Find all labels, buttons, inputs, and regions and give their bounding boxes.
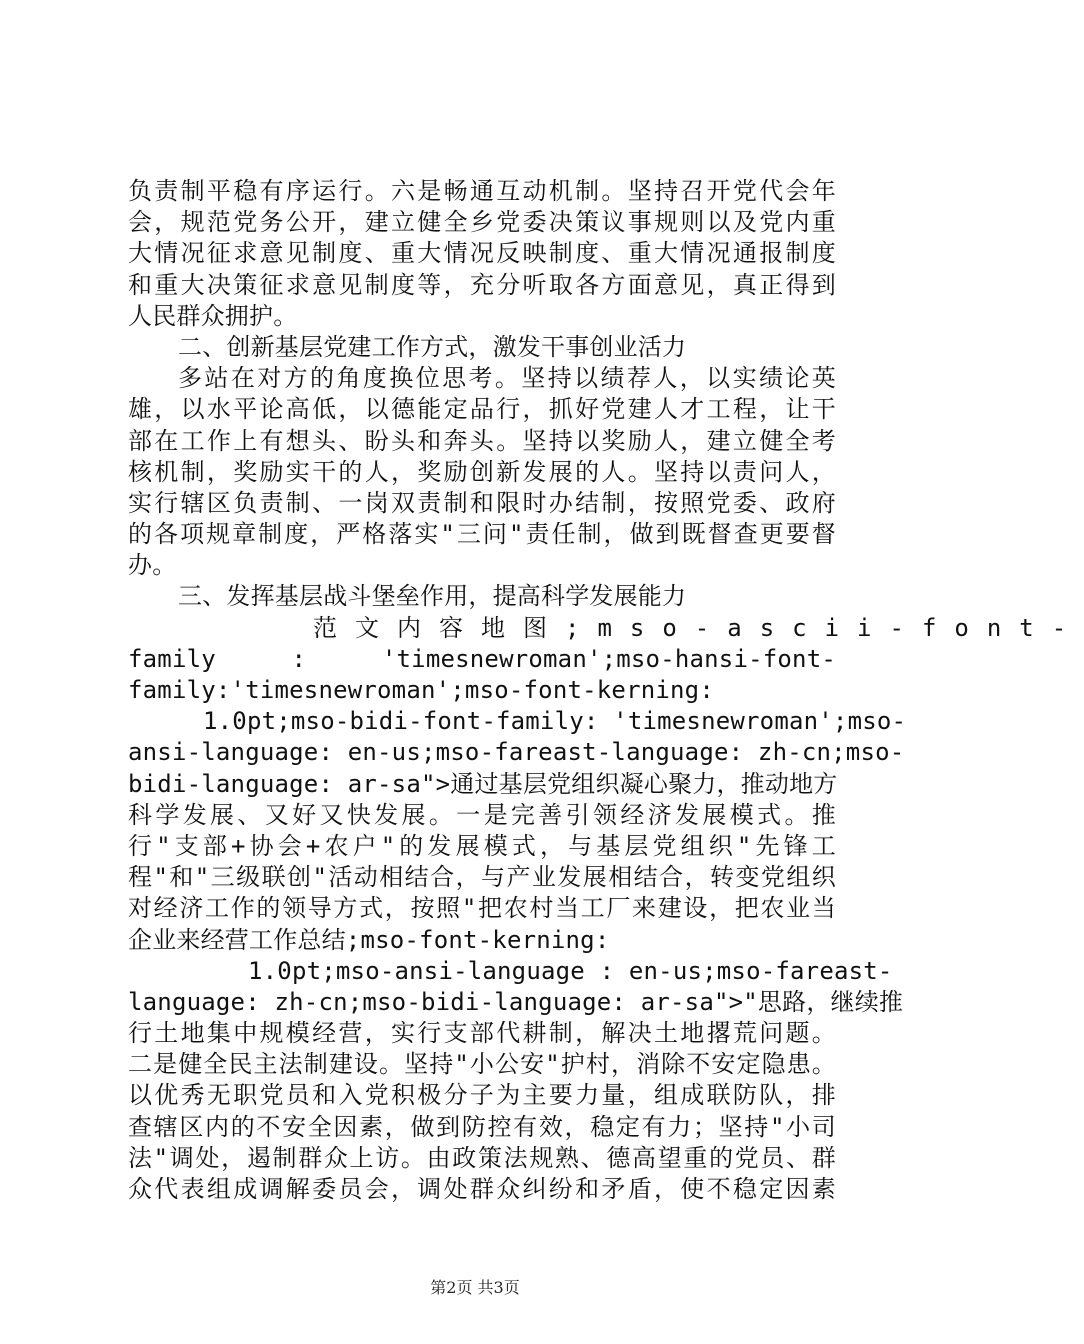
text-line: ansi-language: en-us;mso-fareast-language: zh-cn;mso-: [128, 738, 905, 767]
page-number-label: 第2页 共3页: [430, 1278, 520, 1297]
text-line: 核机制，奖励实干的人，奖励创新发展的人。坚持以责问人，: [128, 457, 836, 486]
document-body: [128, 176, 1084, 1205]
text-line: 程"和"三级联创"活动相结合，与产业发展相结合，转变党组织: [128, 863, 836, 892]
text-line: 企业来经营工作总结;mso-font-kerning:: [128, 925, 610, 954]
text-line: 多站在对方的角度换位思考。坚持以绩荐人，以实绩论英: [178, 364, 836, 393]
text-line: language: zh-cn;mso-bidi-language: ar-sa">"思路，继续推: [128, 987, 904, 1016]
text-line: 雄，以水平论高低，以德能定品行，抓好党建人才工程，让干: [128, 395, 836, 424]
page-footer: [0, 1278, 950, 1298]
text-line: 部在工作上有想头、盼头和奔头。坚持以奖励人，建立健全考: [128, 426, 836, 455]
text-line: 负责制平稳有序运行。六是畅通互动机制。坚持召开党代会年: [128, 177, 836, 205]
text-line: 1.0pt;mso-bidi-font-family: 'timesnewroman';mso-: [203, 707, 907, 736]
text-line: bidi-language: ar-sa">通过基层党组织凝心聚力，推动地方: [128, 769, 838, 798]
text-line: 1.0pt;mso-ansi-language : en-us;mso-fareast-: [248, 956, 893, 985]
section-heading-3: 三、发挥基层战斗堡垒作用，提高科学发展能力: [178, 582, 687, 611]
text-line: 和重大决策征求意见制度等，充分听取各方面意见，真正得到: [128, 270, 836, 299]
text-line: 以优秀无职党员和入党积极分子为主要力量，组成联防队，排: [128, 1081, 836, 1110]
text-line: 会，规范党务公开，建立健全乡党委决策议事规则以及党内重: [128, 208, 836, 237]
text-line: 众代表组成调解委员会，调处群众纠纷和矛盾，使不稳定因素: [128, 1175, 836, 1203]
text-line: 办。: [128, 551, 177, 580]
text-line: 法"调处，遏制群众上访。由政策法规熟、德高望重的党员、群: [128, 1143, 836, 1172]
text-line: family : 'timesnewroman';mso-hansi-font-: [128, 644, 836, 673]
text-line: 二是健全民主法制建设。坚持"小公安"护村，消除不安定隐患。: [128, 1050, 836, 1079]
text-line: 人民群众拥护。: [128, 301, 298, 330]
text-line: 行"支部+协会+农户"的发展模式，与基层党组织"先锋工: [128, 831, 836, 860]
text-line: 大情况征求意见制度、重大情况反映制度、重大情况通报制度: [128, 239, 836, 268]
text-line: 行土地集中规模经营，实行支部代耕制，解决土地撂荒问题。: [128, 1019, 836, 1048]
text-line: 范文内容地图;mso-ascii-font-: [313, 613, 1084, 642]
section-heading-2: 二、创新基层党建工作方式，激发干事创业活力: [178, 332, 687, 361]
text-line: 实行辖区负责制、一岗双责制和限时办结制，按照党委、政府: [128, 488, 836, 517]
text-line: 对经济工作的领导方式，按照"把农村当工厂来建设，把农业当: [128, 894, 836, 923]
text-line: family:'timesnewroman';mso-font-kerning:: [128, 676, 714, 704]
text-line: 科学发展、又好又快发展。一是完善引领经济发展模式。推: [128, 800, 836, 829]
text-line: 的各项规章制度，严格落实"三问"责任制，做到既督查更要督: [128, 520, 836, 549]
text-line: 查辖区内的不安全因素，做到防控有效，稳定有力；坚持"小司: [128, 1112, 836, 1141]
